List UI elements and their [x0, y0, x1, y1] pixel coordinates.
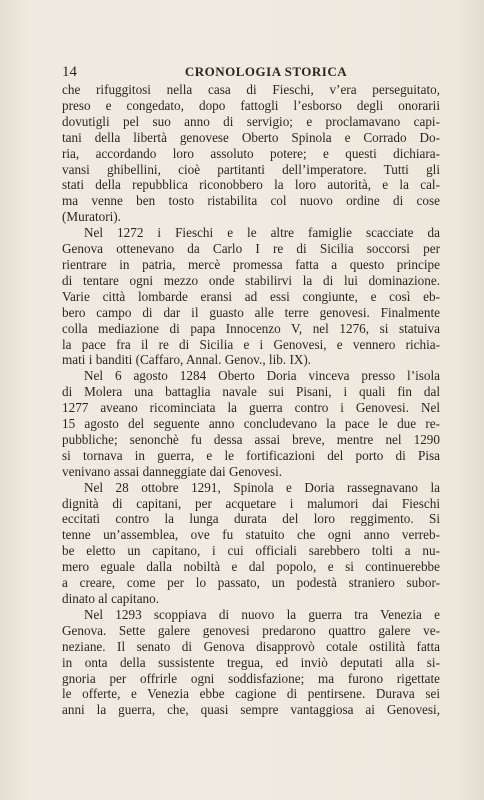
text-line: preso e congedato, dopo fattogli l’esborso degli onorarii — [62, 97, 440, 113]
text-line: tenne un’assemblea, ove fu statuito che ogni anno verreb- — [62, 527, 440, 543]
text-line: mero eguale dalla nobiltà e dal popolo, e si continuerebbe — [62, 559, 440, 575]
text-line: ria, accordando loro assoluto potere; e questi dichiara- — [62, 145, 440, 161]
text-line: bero campo di dar il guasto alle terre genovesi. Finalmente — [62, 304, 440, 320]
paragraph — [62, 607, 440, 718]
text-line: (Muratori). — [62, 209, 121, 225]
text-line: ma venne ben tosto ristabilita col nuovo ordine di cose — [62, 193, 440, 209]
body-text — [62, 82, 440, 718]
text-line: dignità di capitani, per acquetare i malumori dai Fieschi — [62, 495, 440, 511]
text-line: neziane. Il senato di Genova disapprovò cotale ostilità fatta — [62, 638, 440, 654]
text-line: Nel 28 ottobre 1291, Spinola e Doria rassegnavano la — [84, 479, 440, 495]
text-line: dovutigli pel suo anno di servigio; e proclamavano capi- — [62, 113, 440, 129]
text-line: rientrare in patria, mercè promessa fatta a questo principe — [62, 256, 440, 272]
text-line: Genova. Sette galere genovesi predarono quattro galere ve- — [62, 622, 440, 638]
text-line: 15 agosto del seguente anno concludevano la pace le due re- — [62, 416, 440, 432]
text-line: la pace fra il re di Sicilia e i Genovesi, e vennero richia- — [62, 336, 440, 352]
text-line: in onta della sussistente tregua, ed inviò deputati alla si- — [62, 654, 440, 670]
text-line: Varie città lombarde eransi ad essi congiunte, e così eb- — [62, 288, 440, 304]
text-line: si tornava in guerra, e le fortificazioni del porto di Pisa — [62, 447, 440, 463]
paragraph — [62, 82, 440, 225]
text-line: pubbliche; senonchè fu dessa assai breve, mentre nel 1290 — [62, 431, 440, 447]
text-line: di tentare ogni mezzo onde stabilirvi la di lui dominazione. — [62, 272, 440, 288]
running-title: CRONOLOGIA STORICA — [184, 64, 348, 79]
paragraph — [62, 368, 440, 479]
text-line: che rifuggitosi nella casa di Fieschi, v’era perseguitato, — [62, 82, 440, 97]
text-line: Nel 1293 scoppiava di nuovo la guerra tra Venezia e — [84, 606, 440, 622]
text-line: stati della repubblica riconobbero la loro autorità, e la cal- — [62, 177, 440, 193]
text-line: mati i banditi (Caffaro, Annal. Genov., lib. IX). — [62, 352, 312, 368]
text-line: be eletto un capitano, i cui officiali sarebbero tolti a nu- — [62, 543, 440, 559]
text-line: colla mediazione di papa Innocenzo V, nel 1276, si statuiva — [62, 320, 440, 336]
text-line: gnoria per offrirle ogni soddisfazione; ma furono rigettate — [62, 670, 440, 686]
text-line: dinato al capitano. — [62, 591, 160, 606]
text-line: 1277 aveano ricominciata la guerra contro i Genovesi. Nel — [62, 400, 440, 416]
page-header — [62, 64, 440, 80]
text-line: eccitati contro la lunga durata del loro reggimento. Si — [62, 511, 440, 527]
text-line: di Molera una battaglia navale sui Pisani, i quali fin dal — [62, 384, 440, 400]
text-line: venivano assai danneggiate dai Genovesi. — [62, 463, 283, 479]
text-line: Nel 6 agosto 1284 Oberto Doria vinceva presso l’isola — [84, 368, 440, 384]
paragraph — [62, 225, 440, 368]
text-line: Nel 1272 i Fieschi e le altre famiglie scacciate da — [84, 225, 440, 241]
text-line: anni la guerra, che, quasi sempre vantaggiosa ai Genovesi, — [62, 702, 440, 718]
text-line: Genova ottenevano da Carlo I re di Sicilia soccorsi per — [62, 241, 440, 257]
text-line: vansi ghibellini, cioè partitanti dell’imperatore. Tutti gli — [62, 161, 440, 177]
text-line: a creare, come per lo passato, un podestà straniero subor- — [62, 575, 440, 591]
text-line: le offerte, e Venezia ebbe cagione di pentirsene. Durava sei — [62, 686, 440, 702]
page-number: 14 — [62, 64, 77, 80]
paragraph — [62, 480, 440, 607]
text-line: tani della libertà genovese Oberto Spinola e Corrado Do- — [62, 129, 440, 145]
